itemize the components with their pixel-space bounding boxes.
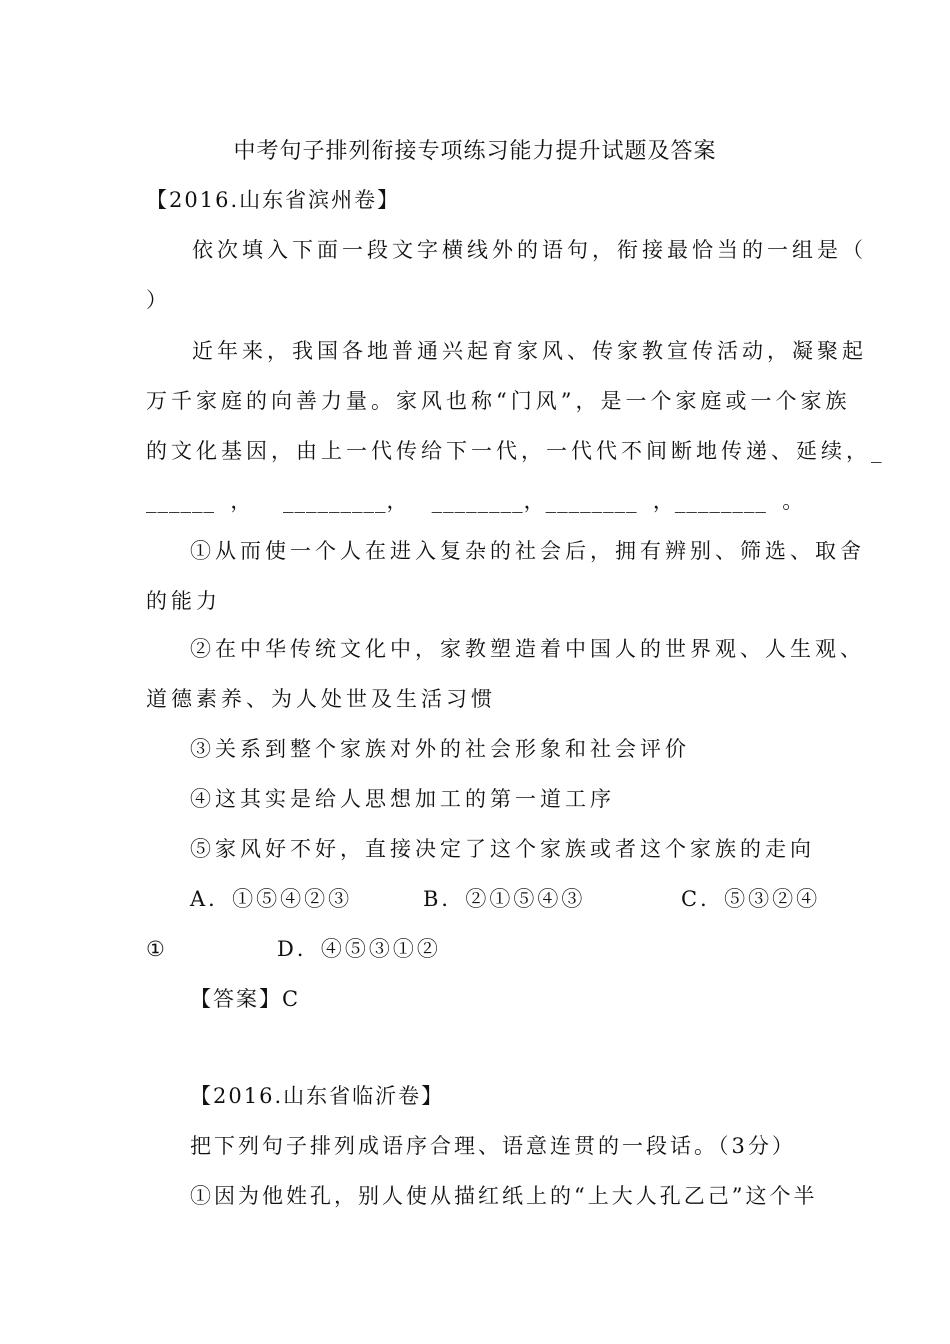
item-1-line1: ①从而使一个人在进入复杂的社会后，拥有辨别、筛选、取舍 bbox=[190, 539, 865, 563]
option-c-continued: ① bbox=[146, 937, 168, 961]
option-a: A．①⑤④②③ bbox=[190, 887, 353, 911]
passage-line-1: 近年来，我国各地普通兴起育家风、传家教宣传活动，凝聚起 bbox=[192, 339, 867, 363]
passage-blanks-line: ______ ， _________， ________，________ ，________ 。 bbox=[146, 489, 805, 513]
item-1-line2: 的能力 bbox=[146, 589, 221, 613]
section2-source: 【2016.山东省临沂卷】 bbox=[190, 1084, 445, 1108]
option-c: C．⑤③②④ bbox=[681, 887, 821, 911]
section2-instruction: 把下列句子排列成语序合理、语意连贯的一段话。（3分） bbox=[190, 1134, 796, 1158]
answer: 【答案】C bbox=[190, 987, 301, 1011]
page-title: 中考句子排列衔接专项练习能力提升试题及答案 bbox=[233, 139, 717, 164]
item-2-line2: 道德素养、为人处世及生活习惯 bbox=[146, 687, 496, 711]
section2-item-1: ①因为他姓孔，别人使从描红纸上的“上大人孔乙己”这个半 bbox=[190, 1184, 818, 1208]
section1-question-line1: 依次填入下面一段文字横线外的语句，衔接最恰当的一组是（ bbox=[192, 238, 867, 262]
option-d: D．④⑤③①② bbox=[277, 937, 441, 961]
item-5: ⑤家风好不好，直接决定了这个家族或者这个家族的走向 bbox=[190, 837, 815, 861]
passage-line-2: 万千家庭的向善力量。家风也称“门风”，是一个家庭或一个家族 bbox=[146, 389, 851, 413]
section1-source: 【2016.山东省滨州卷】 bbox=[146, 188, 401, 212]
item-2-line1: ②在中华传统文化中，家教塑造着中国人的世界观、人生观、 bbox=[190, 637, 865, 661]
option-b: B．②①⑤④③ bbox=[423, 887, 586, 911]
section1-question-line2: ） bbox=[146, 288, 171, 312]
item-3: ③关系到整个家族对外的社会形象和社会评价 bbox=[190, 737, 690, 761]
passage-line-3: 的文化基因，由上一代传给下一代，一代代不间断地传递、延续，_ bbox=[146, 439, 886, 463]
item-4: ④这其实是给人思想加工的第一道工序 bbox=[190, 787, 615, 811]
